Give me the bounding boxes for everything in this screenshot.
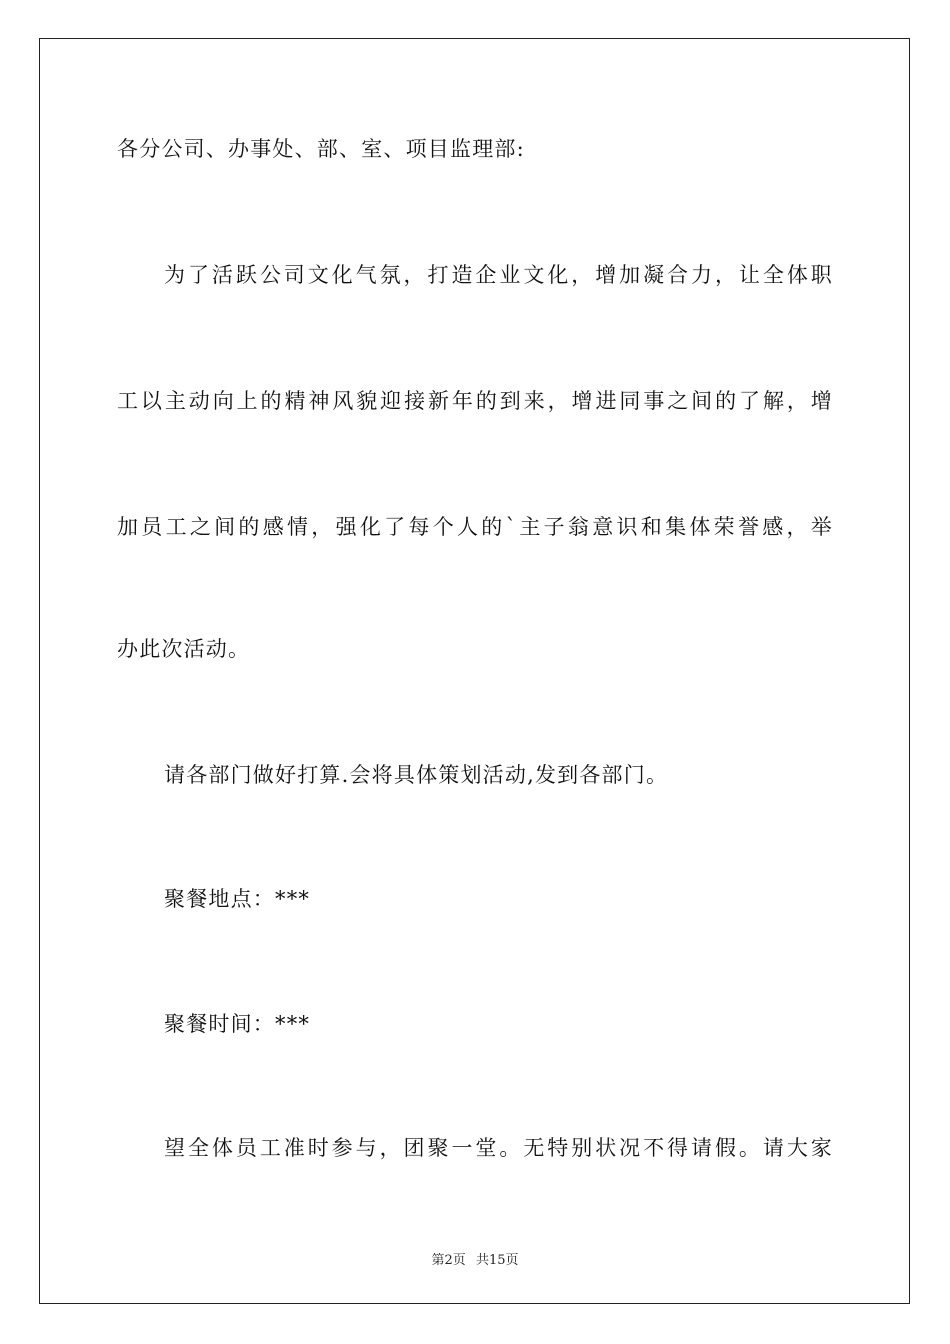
page-number-label: 第2页 bbox=[431, 1253, 466, 1268]
time-line: 聚餐时间：*** bbox=[164, 1012, 311, 1036]
venue-line: 聚餐地点：*** bbox=[164, 887, 311, 911]
salutation-line: 各分公司、办事处、部、室、项目监理部: bbox=[117, 137, 525, 161]
paragraph-3-line-1: 望全体员工准时参与，团聚一堂。无特别状况不得请假。请大家 bbox=[164, 1136, 833, 1160]
paragraph-1-line-1: 为了活跃公司文化气氛，打造企业文化，增加凝合力，让全体职 bbox=[164, 263, 833, 287]
paragraph-1-line-4: 办此次活动。 bbox=[117, 637, 251, 661]
page-border bbox=[39, 38, 910, 1304]
paragraph-1-line-3: 加员工之间的感情，强化了每个人的`主子翁意识和集体荣誉感，举 bbox=[117, 515, 833, 539]
page-footer bbox=[0, 1249, 950, 1268]
page-total-label: 共15页 bbox=[475, 1253, 519, 1268]
paragraph-1-line-2: 工以主动向上的精神风貌迎接新年的到来，增进同事之间的了解，增 bbox=[117, 389, 833, 413]
paragraph-2: 请各部门做好打算.会将具体策划活动,发到各部门。 bbox=[164, 763, 669, 787]
